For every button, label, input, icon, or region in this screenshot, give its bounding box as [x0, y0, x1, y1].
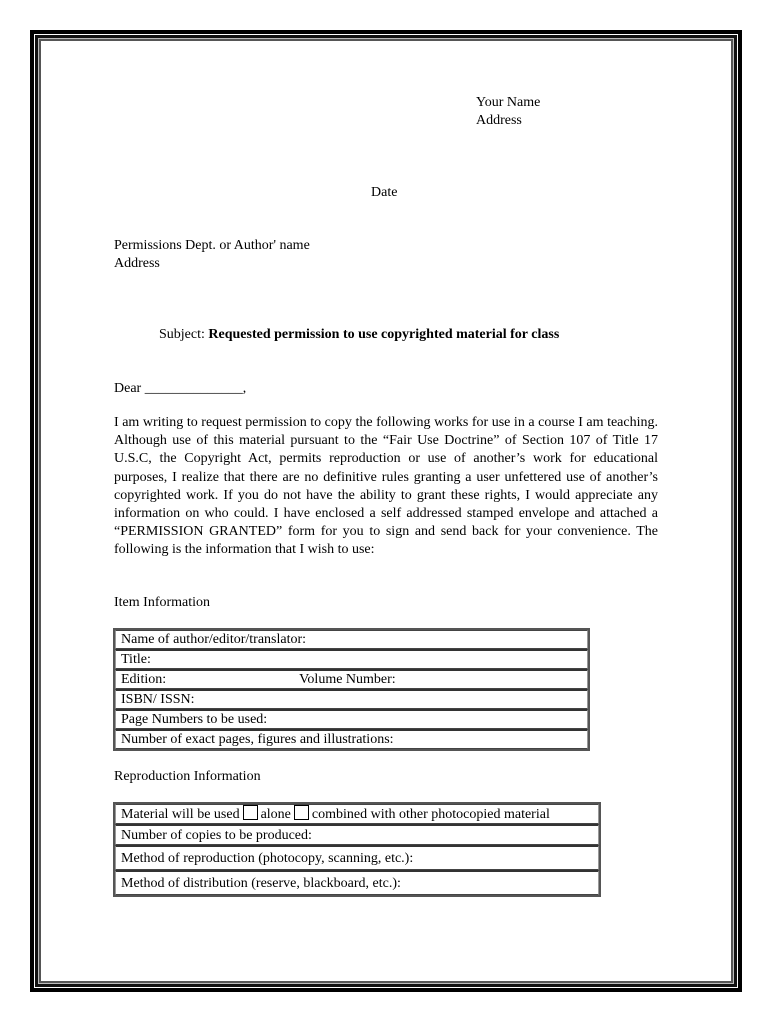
field-label: Name of author/editor/translator:: [121, 632, 307, 647]
title-field[interactable]: [115, 649, 588, 669]
alone-option-label: alone: [260, 807, 291, 822]
exact-pages-field[interactable]: [115, 729, 588, 749]
reproduction-method-field[interactable]: [115, 845, 599, 870]
subject-text: Requested permission to use copyrighted material for class: [208, 327, 560, 342]
field-label: Number of copies to be produced:: [121, 827, 312, 843]
item-information-table: [113, 628, 590, 751]
page-numbers-field[interactable]: [115, 709, 588, 729]
reproduction-information-table: [113, 802, 601, 897]
field-label: Material will be used: [121, 807, 240, 822]
salutation: [114, 380, 246, 398]
body-paragraph: I am writing to request permission to copy the following works for use in a course I am teaching. Although use of this material pursuant to the “Fair Use Doctrine” of Section 107 of Title 17 U.S.C, the Copyright Act, permits reproduction or use of another’s work for educational purposes, I realize that there are no definitive rules granting a user unfettered use of another’s copyrighted work. If you do not have the ability to grant these rights, I would appreciate any information on who could. I have enclosed a self addressed stamped envelope and attached a “PERMISSION GRANTED” form for you to sign and send back for your convenience. The following is the information that I wish to use:: [114, 415, 658, 558]
table-row: [115, 845, 599, 870]
table-row: [115, 669, 588, 689]
reproduction-information-heading: Reproduction Information: [114, 769, 261, 784]
date-label: Date: [371, 185, 398, 200]
salutation-suffix: ,: [242, 381, 247, 396]
table-row: [115, 630, 588, 649]
salutation-blank[interactable]: ______________: [144, 381, 243, 396]
table-row: [115, 870, 599, 895]
copies-field[interactable]: [115, 824, 599, 845]
subject-label: Subject:: [159, 327, 205, 342]
material-usage-field: [115, 804, 599, 824]
combined-checkbox[interactable]: [294, 805, 309, 820]
table-row: [115, 709, 588, 729]
volume-number-label: Volume Number:: [299, 672, 396, 687]
field-label: Title:: [121, 652, 151, 667]
author-field[interactable]: [115, 630, 588, 649]
recipient-address: Address: [114, 256, 160, 271]
subject-line: [159, 326, 559, 344]
table-row: [115, 729, 588, 749]
field-label: Method of distribution (reserve, blackboard, etc.):: [121, 875, 401, 891]
table-row: [115, 689, 588, 709]
field-label: ISBN/ ISSN:: [121, 692, 195, 707]
sender-address: Address: [476, 113, 522, 128]
field-label: Number of exact pages, figures and illustrations:: [121, 732, 394, 747]
table-row: [115, 649, 588, 669]
distribution-method-field[interactable]: [115, 870, 599, 895]
combined-option-label: combined with other photocopied material: [311, 807, 550, 822]
recipient-name: Permissions Dept. or Author' name: [114, 238, 310, 253]
field-label: Page Numbers to be used:: [121, 712, 268, 727]
table-row: [115, 804, 599, 824]
salutation-prefix: Dear: [114, 381, 142, 396]
field-label: Method of reproduction (photocopy, scanning, etc.):: [121, 850, 414, 866]
field-label: Edition:: [121, 672, 167, 687]
edition-volume-field[interactable]: [115, 669, 588, 689]
table-row: [115, 824, 599, 845]
item-information-heading: Item Information: [114, 595, 211, 610]
isbn-issn-field[interactable]: [115, 689, 588, 709]
alone-checkbox[interactable]: [243, 805, 258, 820]
sender-name: Your Name: [476, 95, 541, 110]
